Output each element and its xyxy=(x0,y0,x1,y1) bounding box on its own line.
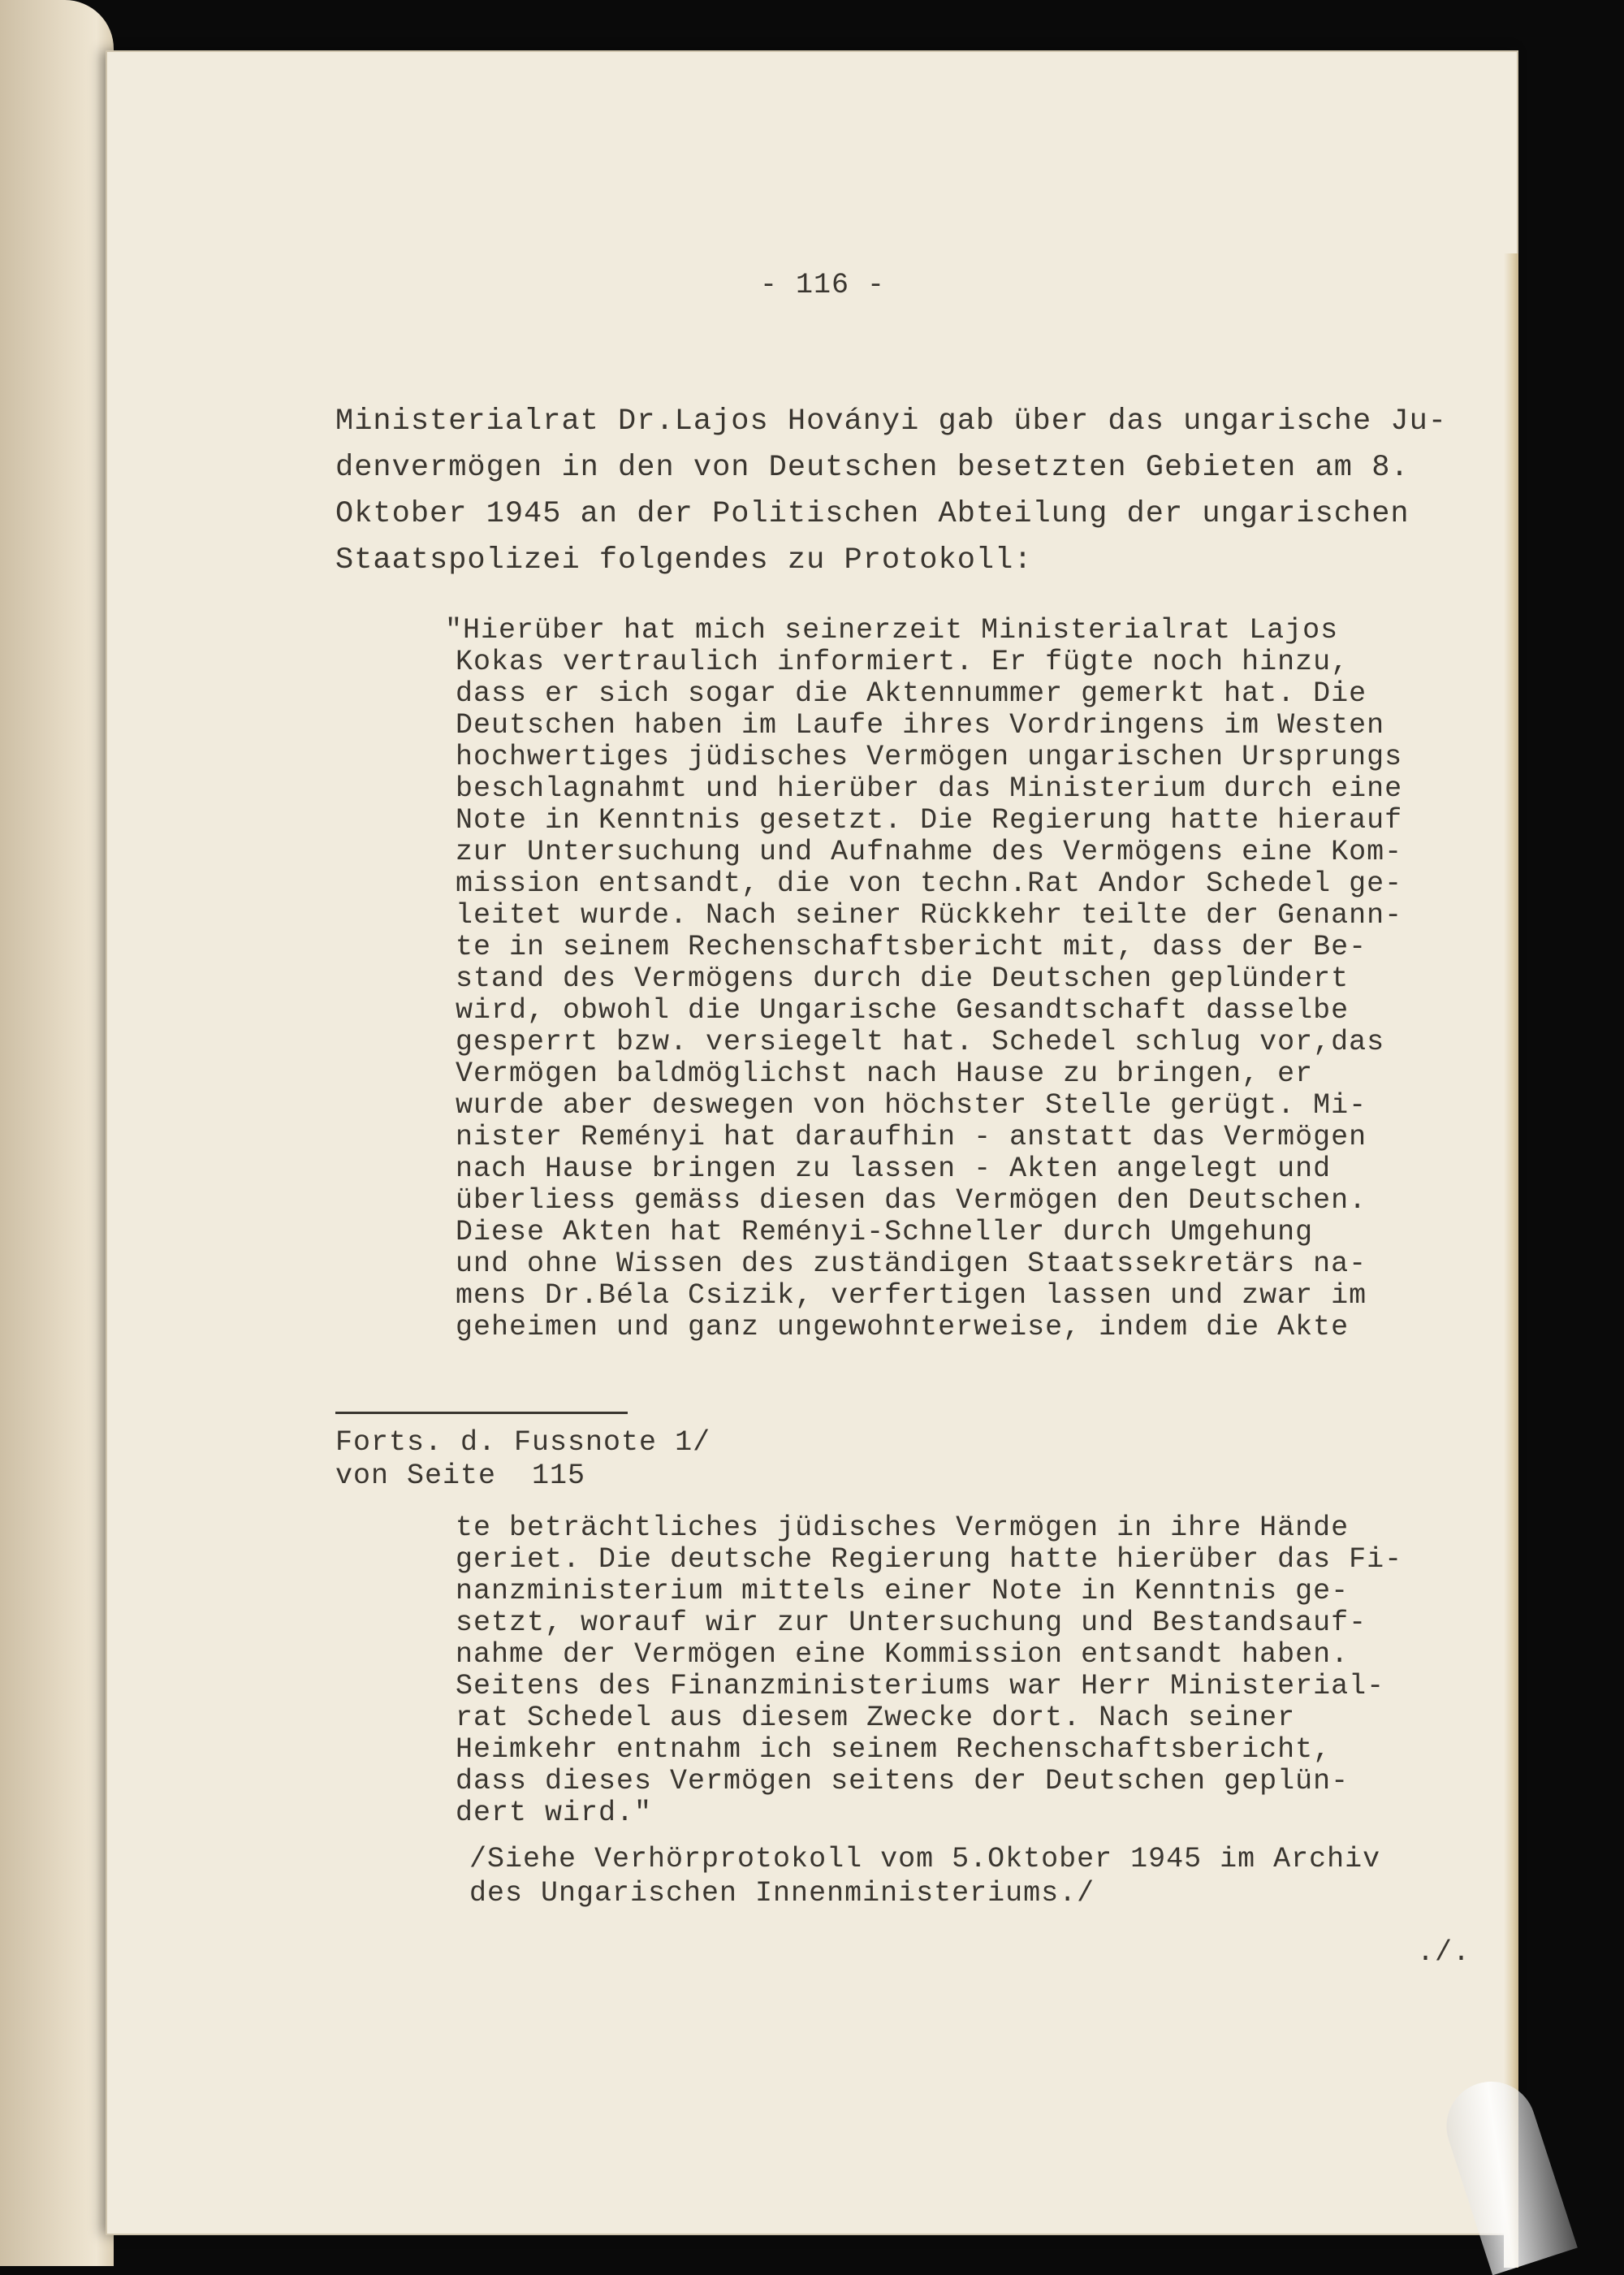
quote-line: te in seinem Rechenschaftsbericht mit, dass der Be- xyxy=(456,931,1367,963)
citation-line: des Ungarischen Innenministeriums./ xyxy=(469,1877,1095,1910)
footnote-header-line: Forts. d. Fussnote 1/ xyxy=(335,1426,711,1459)
paragraph-line: Ministerialrat Dr.Lajos Hoványi gab über das ungarische Ju- xyxy=(335,404,1448,439)
quote-line: und ohne Wissen des zuständigen Staatssekretärs na- xyxy=(456,1248,1367,1280)
footnote-line: Seitens des Finanzministeriums war Herr Ministerial- xyxy=(456,1670,1385,1702)
paragraph-line: denvermögen in den von Deutschen besetzten Gebieten am 8. xyxy=(335,451,1410,485)
paragraph-line: Staatspolizei folgendes zu Protokoll: xyxy=(335,543,1033,577)
paragraph-line: Oktober 1945 an der Politischen Abteilung der ungarischen xyxy=(335,497,1410,531)
quote-line: wird, obwohl die Ungarische Gesandtschaft dasselbe xyxy=(456,994,1350,1027)
quote-line: leitet wurde. Nach seiner Rückkehr teilte der Genann- xyxy=(456,899,1403,932)
footnote-separator xyxy=(335,1412,628,1414)
footnote-header-line: von Seite 115 xyxy=(335,1460,586,1492)
quote-line: Vermögen baldmöglichst nach Hause zu bringen, er xyxy=(456,1057,1314,1090)
quote-line: "Hierüber hat mich seinerzeit Ministerialrat Lajos xyxy=(445,614,1339,647)
quote-line: wurde aber deswegen von höchster Stelle gerügt. Mi- xyxy=(456,1089,1367,1122)
quote-line: mission entsandt, die von techn.Rat Andor Schedel ge- xyxy=(456,867,1403,900)
quote-line: beschlagnahmt und hierüber das Ministerium durch eine xyxy=(456,772,1403,805)
footnote-line: rat Schedel aus diesem Zwecke dort. Nach seiner xyxy=(456,1702,1296,1734)
continuation-mark: ./. xyxy=(1417,1936,1471,1969)
quote-line: mens Dr.Béla Csizik, verfertigen lassen und zwar im xyxy=(456,1279,1367,1312)
footnote-line: geriet. Die deutsche Regierung hatte hierüber das Fi- xyxy=(456,1543,1403,1576)
quote-line: nister Reményi hat daraufhin - anstatt das Vermögen xyxy=(456,1121,1367,1153)
quote-line: gesperrt bzw. versiegelt hat. Schedel schlug vor,das xyxy=(456,1026,1385,1058)
footnote-line: te beträchtliches jüdisches Vermögen in ihre Hände xyxy=(456,1512,1350,1544)
quote-line: hochwertiges jüdisches Vermögen ungarischen Ursprungs xyxy=(456,741,1403,773)
quote-line: geheimen und ganz ungewohnterweise, indem die Akte xyxy=(456,1311,1350,1343)
footnote-line: nanzministerium mittels einer Note in Kenntnis ge- xyxy=(456,1575,1350,1607)
quote-line: überliess gemäss diesen das Vermögen den Deutschen. xyxy=(456,1184,1367,1217)
quote-line: Diese Akten hat Reményi-Schneller durch Umgehung xyxy=(456,1216,1314,1248)
footnote-line: Heimkehr entnahm ich seinem Rechenschaftsbericht, xyxy=(456,1733,1332,1766)
footnote-line: nahme der Vermögen eine Kommission entsandt haben. xyxy=(456,1638,1350,1671)
quote-line: Note in Kenntnis gesetzt. Die Regierung hatte hierauf xyxy=(456,804,1403,837)
footnote-line: setzt, worauf wir zur Untersuchung und Bestandsauf- xyxy=(456,1607,1367,1639)
page-fore-edge xyxy=(1504,253,1518,2268)
quote-line: stand des Vermögens durch die Deutschen geplündert xyxy=(456,962,1350,995)
quote-line: dass er sich sogar die Aktennummer gemerkt hat. Die xyxy=(456,677,1367,710)
quote-line: Deutschen haben im Laufe ihres Vordringens im Westen xyxy=(456,709,1385,742)
citation-line: /Siehe Verhörprotokoll vom 5.Oktober 1945 im Archiv xyxy=(469,1843,1381,1875)
previous-page-edge xyxy=(0,0,114,2266)
quote-line: nach Hause bringen zu lassen - Akten angelegt und xyxy=(456,1153,1332,1185)
page-number: - 116 - xyxy=(760,269,886,301)
footnote-line: dert wird." xyxy=(456,1797,653,1829)
quote-line: zur Untersuchung und Aufnahme des Vermögens eine Kom- xyxy=(456,836,1403,868)
quote-line: Kokas vertraulich informiert. Er fügte noch hinzu, xyxy=(456,646,1350,678)
footnote-line: dass dieses Vermögen seitens der Deutschen geplün- xyxy=(456,1765,1350,1797)
